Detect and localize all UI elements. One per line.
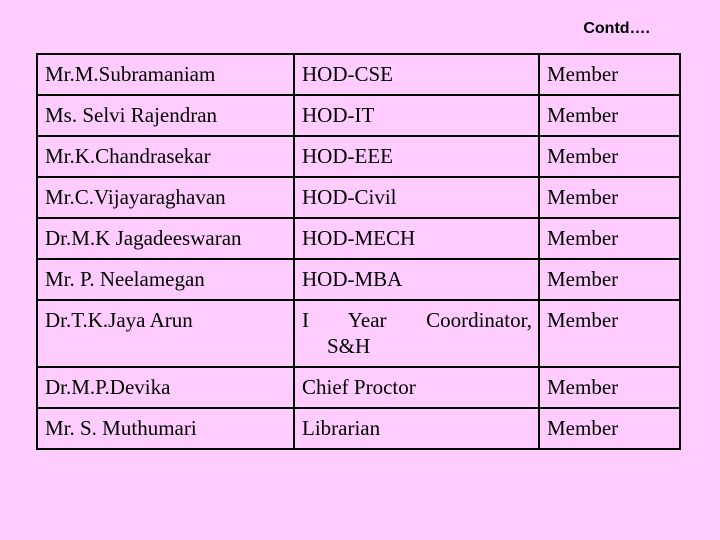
member-role: Member	[539, 300, 680, 367]
designation-line-2: S&H	[327, 334, 371, 358]
member-role: Member	[539, 95, 680, 136]
member-designation: HOD-EEE	[294, 136, 539, 177]
table-row	[37, 177, 680, 218]
member-role: Member	[539, 177, 680, 218]
member-role: Member	[539, 367, 680, 408]
member-role: Member	[539, 408, 680, 449]
table-row	[37, 367, 680, 408]
member-role: Member	[539, 54, 680, 95]
member-role: Member	[539, 259, 680, 300]
contd-label: Contd….	[583, 20, 650, 37]
table-row	[37, 259, 680, 300]
member-name: Mr. P. Neelamegan	[37, 259, 294, 300]
member-designation: HOD-Civil	[294, 177, 539, 218]
member-name: Mr.M.Subramaniam	[37, 54, 294, 95]
table-row	[37, 300, 680, 367]
member-name: Mr.C.Vijayaraghavan	[37, 177, 294, 218]
member-name: Dr.M.P.Devika	[37, 367, 294, 408]
member-designation: Librarian	[294, 408, 539, 449]
table-row	[37, 95, 680, 136]
member-designation: HOD-CSE	[294, 54, 539, 95]
member-name: Dr.T.K.Jaya Arun	[37, 300, 294, 367]
table-row	[37, 218, 680, 259]
member-name: Ms. Selvi Rajendran	[37, 95, 294, 136]
member-designation: HOD-MBA	[294, 259, 539, 300]
table-row	[37, 54, 680, 95]
member-name: Dr.M.K Jagadeeswaran	[37, 218, 294, 259]
member-role: Member	[539, 218, 680, 259]
member-designation: HOD-IT	[294, 95, 539, 136]
designation-line-1: I Year Coordinator,	[302, 308, 532, 332]
member-role: Member	[539, 136, 680, 177]
table-row	[37, 136, 680, 177]
table-row	[37, 408, 680, 449]
committee-table	[36, 53, 681, 450]
member-name: Mr.K.Chandrasekar	[37, 136, 294, 177]
member-designation: HOD-MECH	[294, 218, 539, 259]
member-name: Mr. S. Muthumari	[37, 408, 294, 449]
member-designation	[294, 300, 539, 367]
member-designation: Chief Proctor	[294, 367, 539, 408]
